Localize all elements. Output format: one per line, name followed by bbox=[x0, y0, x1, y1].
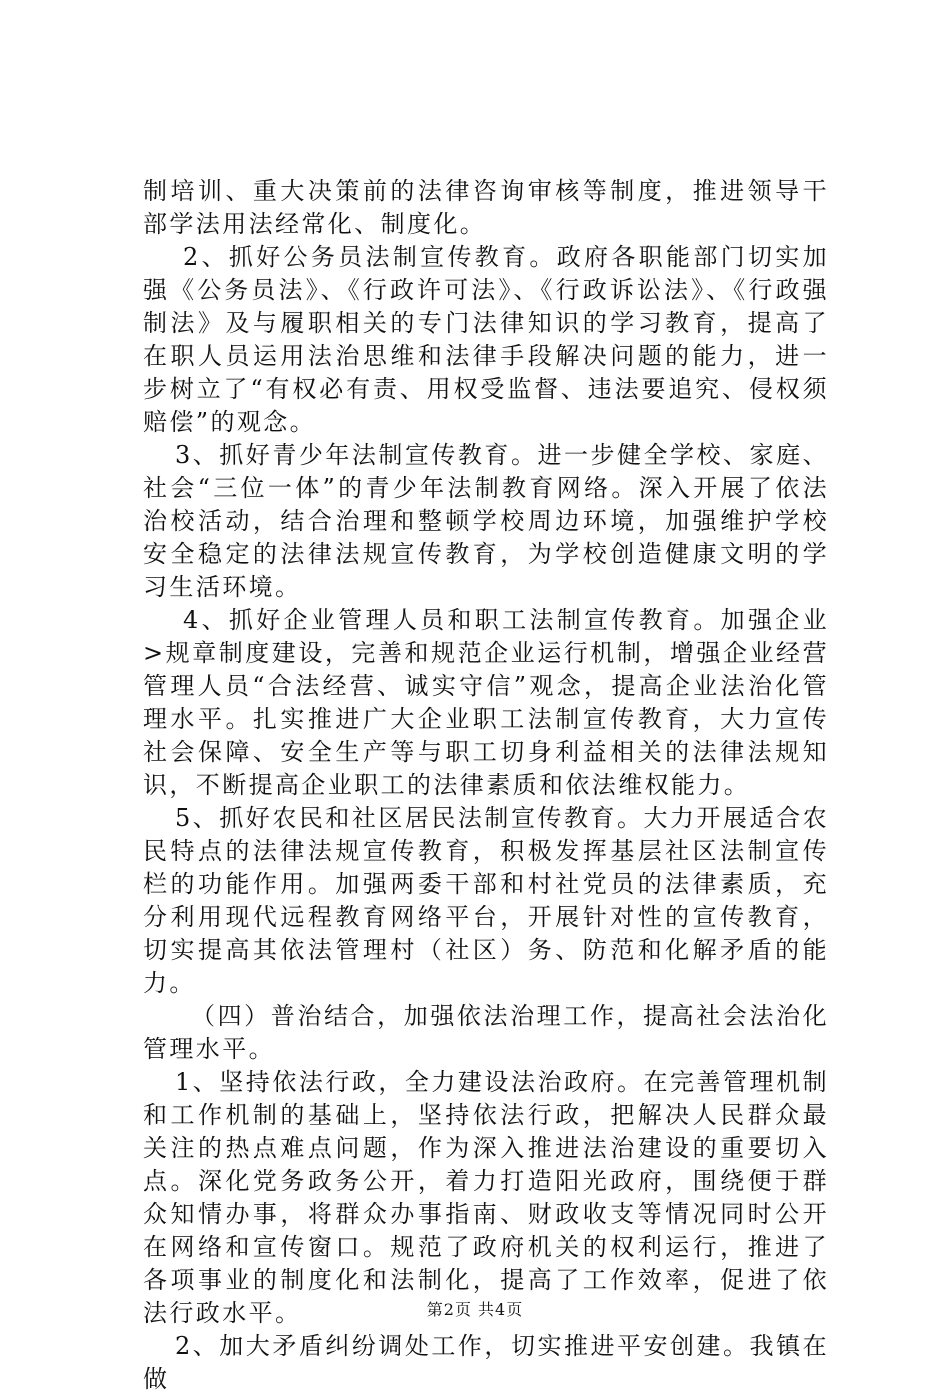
page-number-footer: 第2页 共4页 bbox=[426, 1300, 524, 1319]
paragraph-farmer-community-education: 5、抓好农民和社区居民法制宣传教育。大力开展适合农民特点的法律法规宣传教育，积极发挥基层社区法制宣传栏的功能作用。加强两委干部和村社党员的法律素质，充分利用现代远程教育网络平台，开展针对性的宣传教育，切实提高其依法管理村（社区）务、防范和化解矛盾的能力。 bbox=[143, 804, 829, 997]
paragraph-continuation: 制培训、重大决策前的法律咨询审核等制度，推进领导干部学法用法经常化、制度化。 bbox=[143, 177, 829, 238]
paragraph-youth-education: 3、抓好青少年法制宣传教育。进一步健全学校、家庭、社会“三位一体”的青少年法制教育网络。深入开展了依法治校活动，结合治理和整顿学校周边环境，加强维护学校安全稳定的法律法规宣传教育，为学校创造健康文明的学习生活环境。 bbox=[143, 441, 829, 601]
section-heading-governance: （四）普治结合，加强依法治理工作，提高社会法治化管理水平。 bbox=[143, 1002, 829, 1063]
document-body bbox=[143, 175, 829, 1396]
paragraph-rule-of-law-government: 1、坚持依法行政，全力建设法治政府。在完善管理机制和工作机制的基础上，坚持依法行政，把解决人民群众最关注的热点难点问题，作为深入推进法治建设的重要切入点。深化党务政务公开，着力打造阳光政府，围绕便于群众知情办事，将群众办事指南、财政收支等情况同时公开在网络和宣传窗口。规范了政府机关的权利运行，推进了各项事业的制度化和法制化，提高了工作效率，促进了依法行政水平。 bbox=[143, 1068, 829, 1327]
paragraph-dispute-mediation: 2、加大矛盾纠纷调处工作，切实推进平安创建。我镇在做 bbox=[143, 1332, 829, 1393]
paragraph-enterprise-education: 4、抓好企业管理人员和职工法制宣传教育。加强企业>规章制度建设，完善和规范企业运行机制，增强企业经营管理人员“合法经营、诚实守信”观念，提高企业法治化管理水平。扎实推进广大企业职工法制宣传教育，大力宣传社会保障、安全生产等与职工切身利益相关的法律法规知识，不断提高企业职工的法律素质和依法维权能力。 bbox=[143, 606, 829, 799]
paragraph-civil-servant-education: 2、抓好公务员法制宣传教育。政府各职能部门切实加强《公务员法》、《行政许可法》、《行政诉讼法》、《行政强制法》及与履职相关的专门法律知识的学习教育，提高了在职人员运用法治思维和法律手段解决问题的能力，进一步树立了“有权必有责、用权受监督、违法要追究、侵权须赔偿”的观念。 bbox=[143, 243, 829, 436]
